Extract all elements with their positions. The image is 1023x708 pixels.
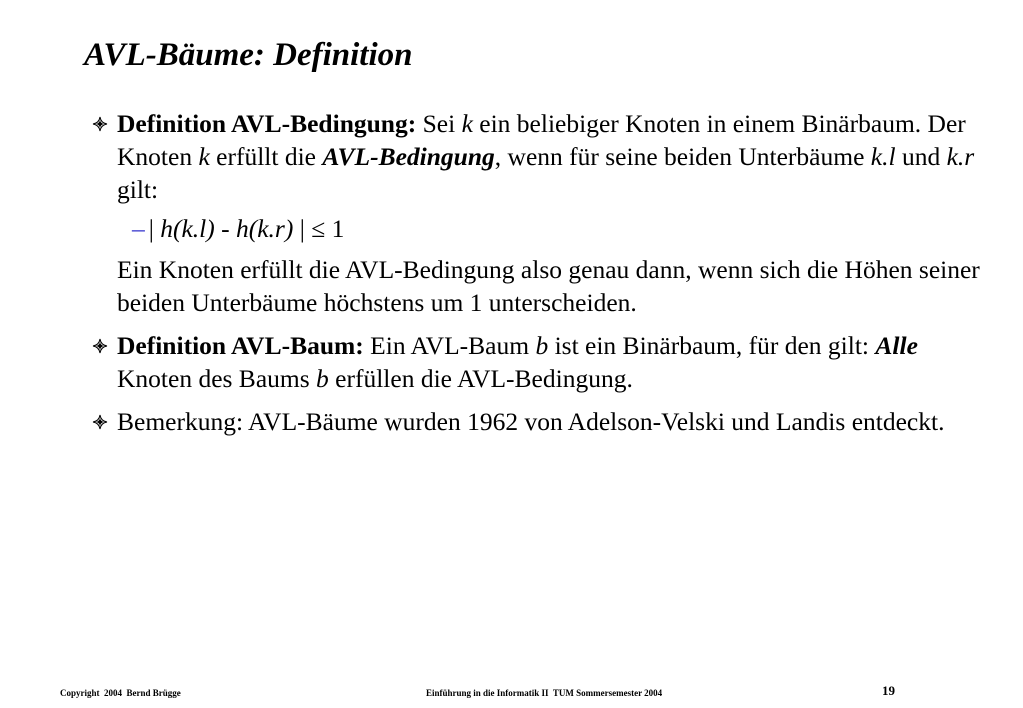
variable-kl: k.l [870, 142, 896, 171]
bullet-remark [84, 405, 984, 438]
text-segment: erfüllt die [209, 142, 323, 171]
text-segment: ist ein Binärbaum, für den gilt: [548, 331, 876, 360]
variable-kr: k.r [946, 142, 975, 171]
page-title: AVL-Bäume: Definition [84, 37, 413, 73]
diamond-bullet-icon [92, 116, 108, 132]
text-segment: Sei [416, 109, 462, 138]
bullet-avl-tree [84, 329, 984, 395]
bullet-avl-condition [84, 107, 984, 206]
diamond-bullet-icon [92, 414, 108, 430]
emphasis-avl-bedingung: AVL-Bedingung [322, 142, 495, 171]
text-segment: und [895, 142, 947, 171]
footer-course: Einführung in die Informatik II TUM Sommersemester 2004 [426, 688, 663, 698]
slide-content [84, 107, 984, 438]
remark-text: Bemerkung: AVL-Bäume wurden 1962 von Adelson-Velski und Landis entdeckt. [117, 407, 945, 436]
text-segment: , wenn für seine beiden Unterbäume [494, 142, 871, 171]
text-segment: Ein AVL-Baum [363, 331, 536, 360]
text-segment: ein beliebiger Knoten in einem Binärbaum. Der Knoten [117, 109, 966, 171]
variable-k: k [198, 142, 210, 171]
term-avl-tree: Definition AVL-Baum: [117, 331, 364, 360]
explanation-paragraph: Ein Knoten erfüllt die AVL-Bedingung also genau dann, wenn sich die Höhen seiner beiden Unterbäume höchstens um 1 unterscheiden. [117, 255, 980, 317]
text-segment: erfüllen die AVL-Bedingung. [328, 364, 633, 393]
emphasis-alle: Alle [875, 331, 918, 360]
formula-expression: h(k.l) - h(k.r) [160, 214, 294, 243]
footer-copyright: Copyright 2004 Bernd Brügge [60, 688, 181, 698]
variable-b: b [535, 331, 549, 360]
page-number: 19 [882, 683, 895, 698]
dash-bullet: – [132, 214, 145, 243]
sub-bullet-formula [84, 212, 984, 245]
term-avl-condition: Definition AVL-Bedingung: [117, 109, 417, 138]
formula-part: | [148, 214, 161, 243]
variable-b: b [316, 364, 329, 393]
text-segment: Knoten des Baums [117, 364, 317, 393]
variable-k: k [461, 109, 473, 138]
formula-part: | ≤ 1 [293, 214, 345, 243]
diamond-bullet-icon [92, 338, 108, 354]
text-segment: gilt: [117, 175, 159, 204]
